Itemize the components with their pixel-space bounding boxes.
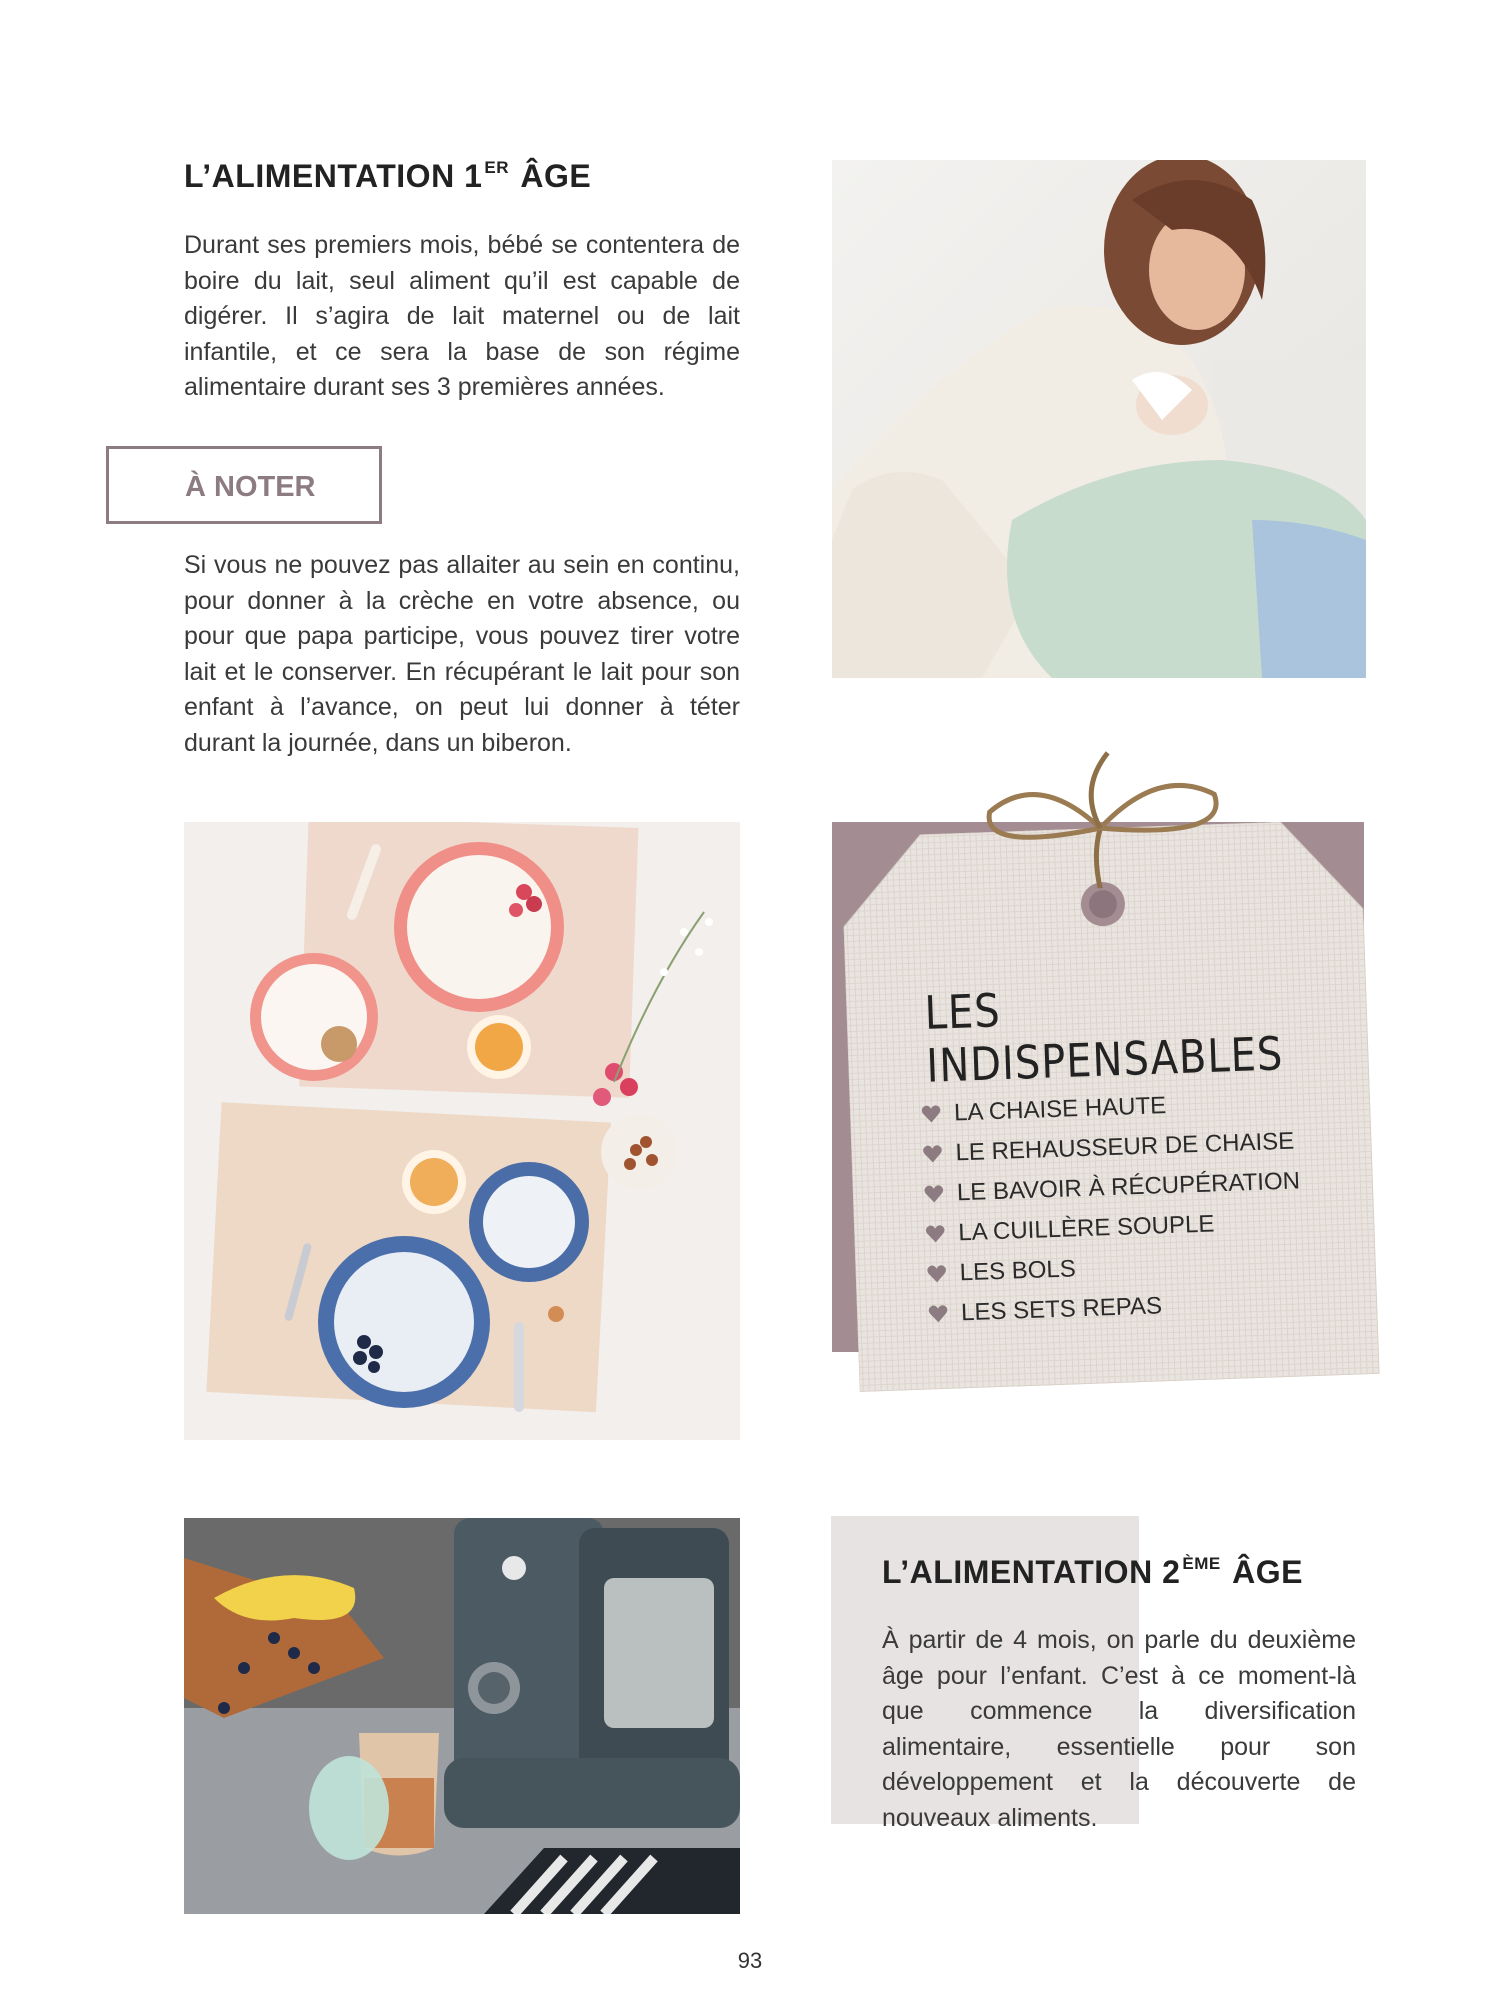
heart-icon bbox=[925, 1263, 948, 1286]
title-suffix: ÂGE bbox=[1232, 1554, 1303, 1590]
section-2-title bbox=[882, 1554, 1303, 1591]
heart-icon bbox=[923, 1183, 946, 1206]
title-suffix: ÂGE bbox=[520, 158, 592, 194]
tag-title: LES INDISPENSABLES bbox=[923, 984, 1285, 1094]
essentials-tag bbox=[840, 819, 1379, 1392]
heart-icon bbox=[921, 1143, 944, 1166]
list-item-label: LES SETS REPAS bbox=[960, 1292, 1163, 1327]
essentials-tag-panel bbox=[832, 760, 1392, 1400]
section-2-paragraph: À partir de 4 mois, on parle du deuxième âge pour l’enfant. C’est à ce moment-là que commence la diversification alimentaire, essentielle pour son développement et la découverte de nouveaux aliments. bbox=[882, 1626, 1356, 1832]
photo-baby-food-maker bbox=[184, 1518, 740, 1914]
title-text: L’ALIMENTATION 2 bbox=[882, 1554, 1181, 1590]
list-item-label: LE BAVOIR À RÉCUPÉRATION bbox=[956, 1167, 1301, 1207]
heart-icon bbox=[924, 1223, 947, 1246]
title-superscript: ER bbox=[484, 158, 509, 177]
list-item-label: LA CUILLÈRE SOUPLE bbox=[957, 1210, 1215, 1247]
note-label: À NOTER bbox=[185, 471, 316, 503]
heart-icon bbox=[920, 1103, 943, 1126]
photo-table-setting bbox=[184, 822, 740, 1440]
section-1-paragraph: Durant ses premiers mois, bébé se contentera de boire du lait, seul aliment qu’il est capable de digérer. Il s’agira de lait maternel ou de lait infantile, et ce sera la base de son régime alimentaire durant ses 3 premières années. bbox=[184, 231, 740, 401]
title-superscript: ÈME bbox=[1182, 1554, 1221, 1573]
list-item-label: LA CHAISE HAUTE bbox=[953, 1092, 1167, 1127]
title-text: L’ALIMENTATION 1 bbox=[184, 158, 483, 194]
heart-icon bbox=[927, 1303, 950, 1326]
note-paragraph: Si vous ne pouvez pas allaiter au sein en continu, pour donner à la crèche en votre absence, ou pour que papa participe, vous pouvez tirer votre lait et le conserver. En récupérant le lait pour son enfant à l’avance, on peut lui donner à téter durant la journée, dans un biberon. bbox=[184, 551, 740, 757]
note-box bbox=[106, 446, 382, 524]
twine-bow-icon bbox=[948, 743, 1253, 893]
essentials-list bbox=[920, 1081, 1305, 1334]
section-1-title bbox=[184, 158, 591, 195]
photo-mother-baby bbox=[832, 160, 1366, 678]
list-item-label: LES BOLS bbox=[959, 1255, 1077, 1287]
list-item-label: LE REHAUSSEUR DE CHAISE bbox=[955, 1127, 1295, 1167]
page-number: 93 bbox=[737, 1948, 763, 1973]
